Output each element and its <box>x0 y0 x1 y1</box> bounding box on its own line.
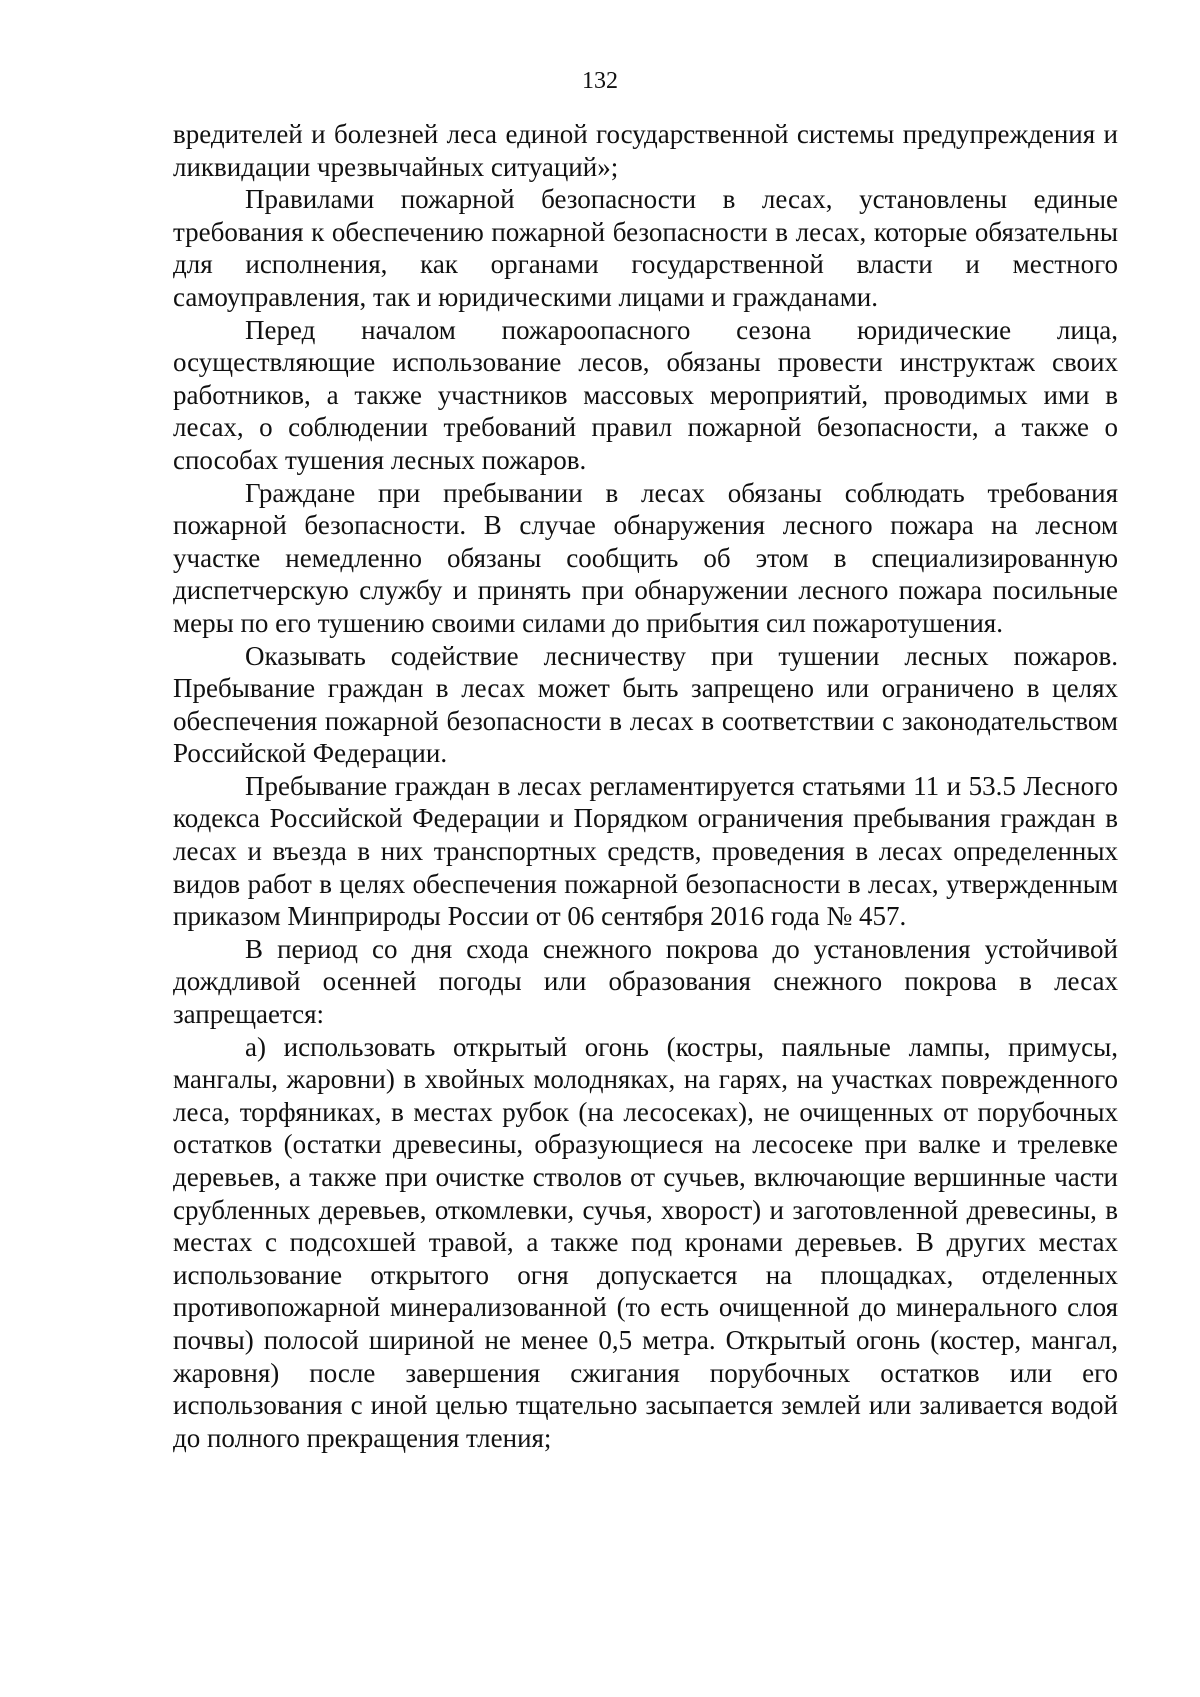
page-number: 132 <box>582 68 618 94</box>
paragraph-6: Пребывание граждан в лесах регламентируется статьями 11 и 53.5 Лесного кодекса Российской Федерации и Порядком ограничения пребывания граждан в лесах и въезда в них транспортных средств, проведения в лесах определенных видов работ в целях обеспечения пожарной безопасности в лесах, утвержденным приказом Минприроды России от 06 сентября 2016 года № 457. <box>173 770 1118 932</box>
paragraph-8: а) использовать открытый огонь (костры, паяльные лампы, примусы, мангалы, жаровни) в хвойных молодняках, на гарях, на участках поврежденного леса, торфяниках, в местах рубок (на лесосеках), не очищенных от порубочных остатков (остатки древесины, образующиеся на лесосеке при валке и трелевке деревьев, а также при очистке стволов от сучьев, включающие вершинные части срубленных деревьев, откомлевки, сучья, хворост) и заготовленной древесины, в местах с подсохшей травой, а также под кронами деревьев. В других местах использование открытого огня допускается на площадках, отделенных противопожарной минерализованной (то есть очищенной до минерального слоя почвы) полосой шириной не менее 0,5 метра. Открытый огонь (костер, мангал, жаровня) после завершения сжигания порубочных остатков или его использования с иной целью тщательно засыпается землей или заливается водой до полного прекращения тления; <box>173 1031 1118 1453</box>
paragraph-5: Оказывать содействие лесничеству при тушении лесных пожаров. Пребывание граждан в лесах может быть запрещено или ограничено в целях обеспечения пожарной безопасности в лесах в соответствии с законодательством Российской Федерации. <box>173 640 1118 769</box>
paragraph-4: Граждане при пребывании в лесах обязаны соблюдать требования пожарной безопасности. В случае обнаружения лесного пожара на лесном участке немедленно обязаны сообщить об этом в специализированную диспетчерскую службу и принять при обнаружении лесного пожара посильные меры по его тушению своими силами до прибытия сил пожаротушения. <box>173 477 1118 638</box>
paragraph-3: Перед началом пожароопасного сезона юридические лица, осуществляющие использование лесов, обязаны провести инструктаж своих работников, а также участников массовых мероприятий, проводимых ими в лесах, о соблюдении требований правил пожарной безопасности, а также о способах тушения лесных пожаров. <box>173 314 1118 475</box>
paragraph-1: вредителей и болезней леса единой государственной системы предупреждения и ликвидации чрезвычайных ситуаций»; <box>173 119 1118 182</box>
document-body <box>173 118 1118 1454</box>
paragraph-7: В период со дня схода снежного покрова до установления устойчивой дождливой осенней погоды или образования снежного покрова в лесах запрещается: <box>173 933 1118 1030</box>
paragraph-2: Правилами пожарной безопасности в лесах, установлены единые требования к обеспечению пожарной безопасности в лесах, которые обязательны для исполнения, как органами государственной власти и местного самоуправления, так и юридическими лицами и гражданами. <box>173 184 1118 312</box>
